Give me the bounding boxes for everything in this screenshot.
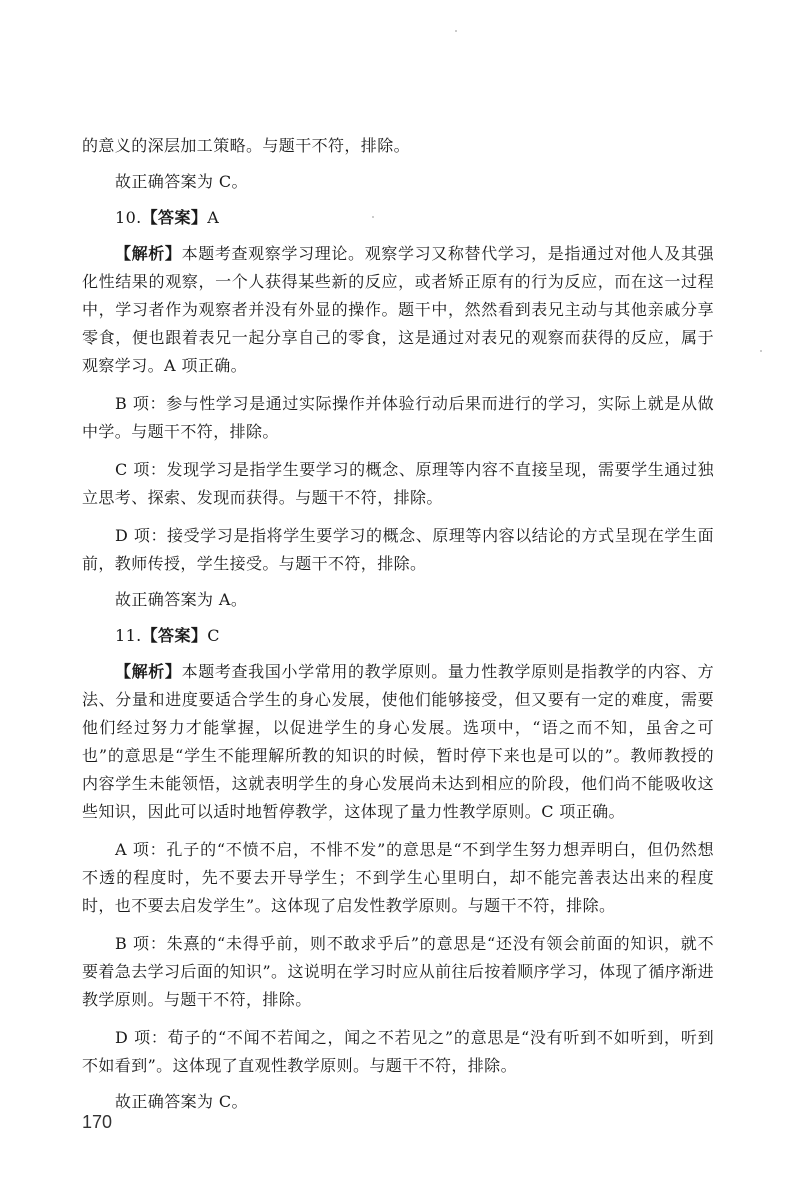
question-10-explanation — [82, 240, 714, 380]
question-10-answer — [82, 204, 714, 232]
question-number: 10. — [115, 208, 142, 227]
answer-conclusion: 故正确答案为 A。 — [115, 590, 248, 609]
explanation-text: 本题考查我国小学常用的教学原则。量力性教学原则是指教学的内容、方法、分量和进度要适合学生的身心发展，使他们能够接受，但又要有一定的难度，需要他们经过努力才能掌握，以促进学生的身心发展。选项中，“语之而不知，虽舍之可也”的意思是“学生不能理解所教的知识的时候，暂时停下来也是可以的”。教师教授的内容学生未能领悟，这就表明学生的身心发展尚未达到相应的阶段，他们尚不能吸收这些知识，因此可以适时地暂停教学，这体现了量力性教学原则。C 项正确。 — [82, 662, 714, 821]
option-b-analysis: B 项：朱熹的“未得乎前，则不敢求乎后”的意思是“还没有领会前面的知识，就不要着急去学习后面的知识”。这说明在学习时应从前往后按着顺序学习，体现了循序渐进教学原则。与题干不符，排除。 — [82, 934, 714, 1009]
question-number: 11. — [115, 626, 142, 645]
explanation-tag: 【解析】 — [115, 662, 182, 681]
page-number: 170 — [82, 1112, 113, 1132]
option-c-analysis: C 项：发现学习是指学生要学习的概念、原理等内容不直接呈现，需要学生通过独立思考、探索、发现而获得。与题干不符，排除。 — [82, 460, 714, 507]
page-body — [82, 132, 714, 1116]
explanation-tag: 【解析】 — [115, 244, 182, 263]
answer-tag: 【答案】 — [141, 626, 208, 645]
scan-speck — [455, 30, 457, 32]
answer-conclusion: 故正确答案为 C。 — [115, 1092, 248, 1111]
question-11-explanation — [82, 658, 714, 826]
scan-speck — [372, 216, 374, 218]
option-b-analysis: B 项：参与性学习是通过实际操作并体验行动后果而进行的学习，实际上就是从做中学。与题干不符，排除。 — [82, 394, 714, 441]
scan-speck — [760, 350, 762, 352]
option-d-analysis: D 项：接受学习是指将学生要学习的概念、原理等内容以结论的方式呈现在学生面前，教师传授，学生接受。与题干不符，排除。 — [82, 526, 714, 573]
answer-conclusion: 故正确答案为 C。 — [115, 172, 248, 191]
question-11-answer — [82, 622, 714, 650]
option-a-analysis: A 项：孔子的“不愤不启，不悱不发”的意思是“不到学生努力想弄明白，但仍然想不透的程度时，先不要去开导学生；不到学生心里明白，却不能完善表达出来的程度时，也不要去启发学生”。这体现了启发性教学原则。与题干不符，排除。 — [82, 840, 714, 915]
answer-value: C — [207, 626, 220, 645]
continued-paragraph: 的意义的深层加工策略。与题干不符，排除。 — [82, 136, 411, 155]
answer-tag: 【答案】 — [141, 208, 208, 227]
answer-value: A — [207, 208, 220, 227]
option-d-analysis: D 项：荀子的“不闻不若闻之，闻之不若见之”的意思是“没有听到不如听到，听到不如看到”。这体现了直观性教学原则。与题干不符，排除。 — [82, 1028, 714, 1075]
explanation-text: 本题考查观察学习理论。观察学习又称替代学习，是指通过对他人及其强化性结果的观察，一个人获得某些新的反应，或者矫正原有的行为反应，而在这一过程中，学习者作为观察者并没有外显的操作。题干中，然然看到表兄主动与其他亲戚分享零食，便也跟着表兄一起分享自己的零食，这是通过对表兄的观察而获得的反应，属于观察学习。A 项正确。 — [82, 244, 714, 375]
